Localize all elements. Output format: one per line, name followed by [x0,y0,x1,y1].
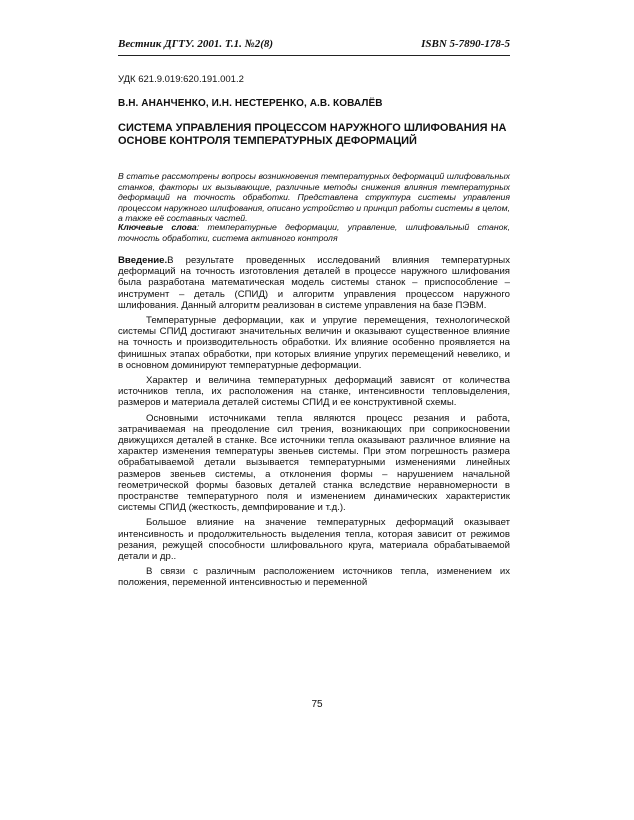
journal-citation: Вестник ДГТУ. 2001. Т.1. №2(8) [118,38,274,50]
keywords-text: : температурные деформации, управление, шлифовальный станок, точность обработки, система активного контроля [118,222,510,243]
body-paragraph: Характер и величина температурных деформаций зависят от количества источников тепла, их расположения на станке, интенсивности тепловыделения, размеров и материала деталей системы СПИД и ее конструктивной схемы. [118,375,510,409]
abstract: В статье рассмотрены вопросы возникновения температурных деформаций шлифовальных станков, факторы их вызывающие, различные методы снижения влияния температурных деформаций на точность обработки. Представлена структура системы управления процессом наружного шлифования, описано устройство и принцип работы системы в целом, а также её составных частей. [118,171,510,224]
keywords [118,222,510,243]
article-title: СИСТЕМА УПРАВЛЕНИЯ ПРОЦЕССОМ НАРУЖНОГО ШЛИФОВАНИЯ НА ОСНОВЕ КОНТРОЛЯ ТЕМПЕРАТУРНЫХ ДЕФОРМАЦИЙ [118,122,507,147]
article-body [118,255,510,593]
keywords-label: Ключевые слова [118,222,197,232]
header-rule [118,55,510,56]
isbn: ISBN 5-7890-178-5 [421,38,510,50]
intro-label: Введение. [118,255,168,266]
udc-code: УДК 621.9.019:620.191.001.2 [118,74,244,85]
body-paragraph: В связи с различным расположением источников тепла, изменением их положения, переменной интенсивностью и переменной [118,566,510,589]
body-paragraph: Температурные деформации, как и упругие перемещения, технологической системы СПИД достигают значительных величин и оказывают существенное влияние на точность и производительность обработки. Их влияние особенно проявляется на финишных этапах обработки, при которых влияние упругих перемещений невелико, и в основном доминируют температурные деформации. [118,315,510,371]
body-paragraph: Большое влияние на значение температурных деформаций оказывает интенсивность и продолжительность выделения тепла, которая зависит от режимов резания, режущей способности шлифовального круга, материала обрабатываемой детали и др.. [118,517,510,563]
body-paragraph: Введение.В результате проведенных исследований влияния температурных деформаций на точность изготовления деталей в процессе наружного шлифования была разработана математическая модель системы станок – приспособление – инструмент – деталь (СПИД) и алгоритм управления процессом наружного шлифования. Данный алгоритм реализован в системе управления на базе ПЭВМ. [118,255,510,311]
page-number: 75 [311,699,323,710]
running-header [118,38,510,50]
body-paragraph: Основными источниками тепла являются процесс резания и работа, затрачиваемая на преодоление сил трения, возникающих при соприкосновении движущихся деталей в станке. Все источники тепла оказывают различное влияние на характер изменения температуры звеньев системы. При этом погрешность размера обрабатываемой детали вызывается температурными изменениями линейных размеров звеньев системы, а отклонения формы – нарушением начальной геометрической формы базовых деталей станка вследствие неравномерности в пространстве температурного поля и изменением динамических характеристик системы СПИД (жесткость, демпфирование и т.д.). [118,412,510,514]
authors: В.Н. АНАНЧЕНКО, И.Н. НЕСТЕРЕНКО, А.В. КОВАЛЁВ [118,98,383,109]
